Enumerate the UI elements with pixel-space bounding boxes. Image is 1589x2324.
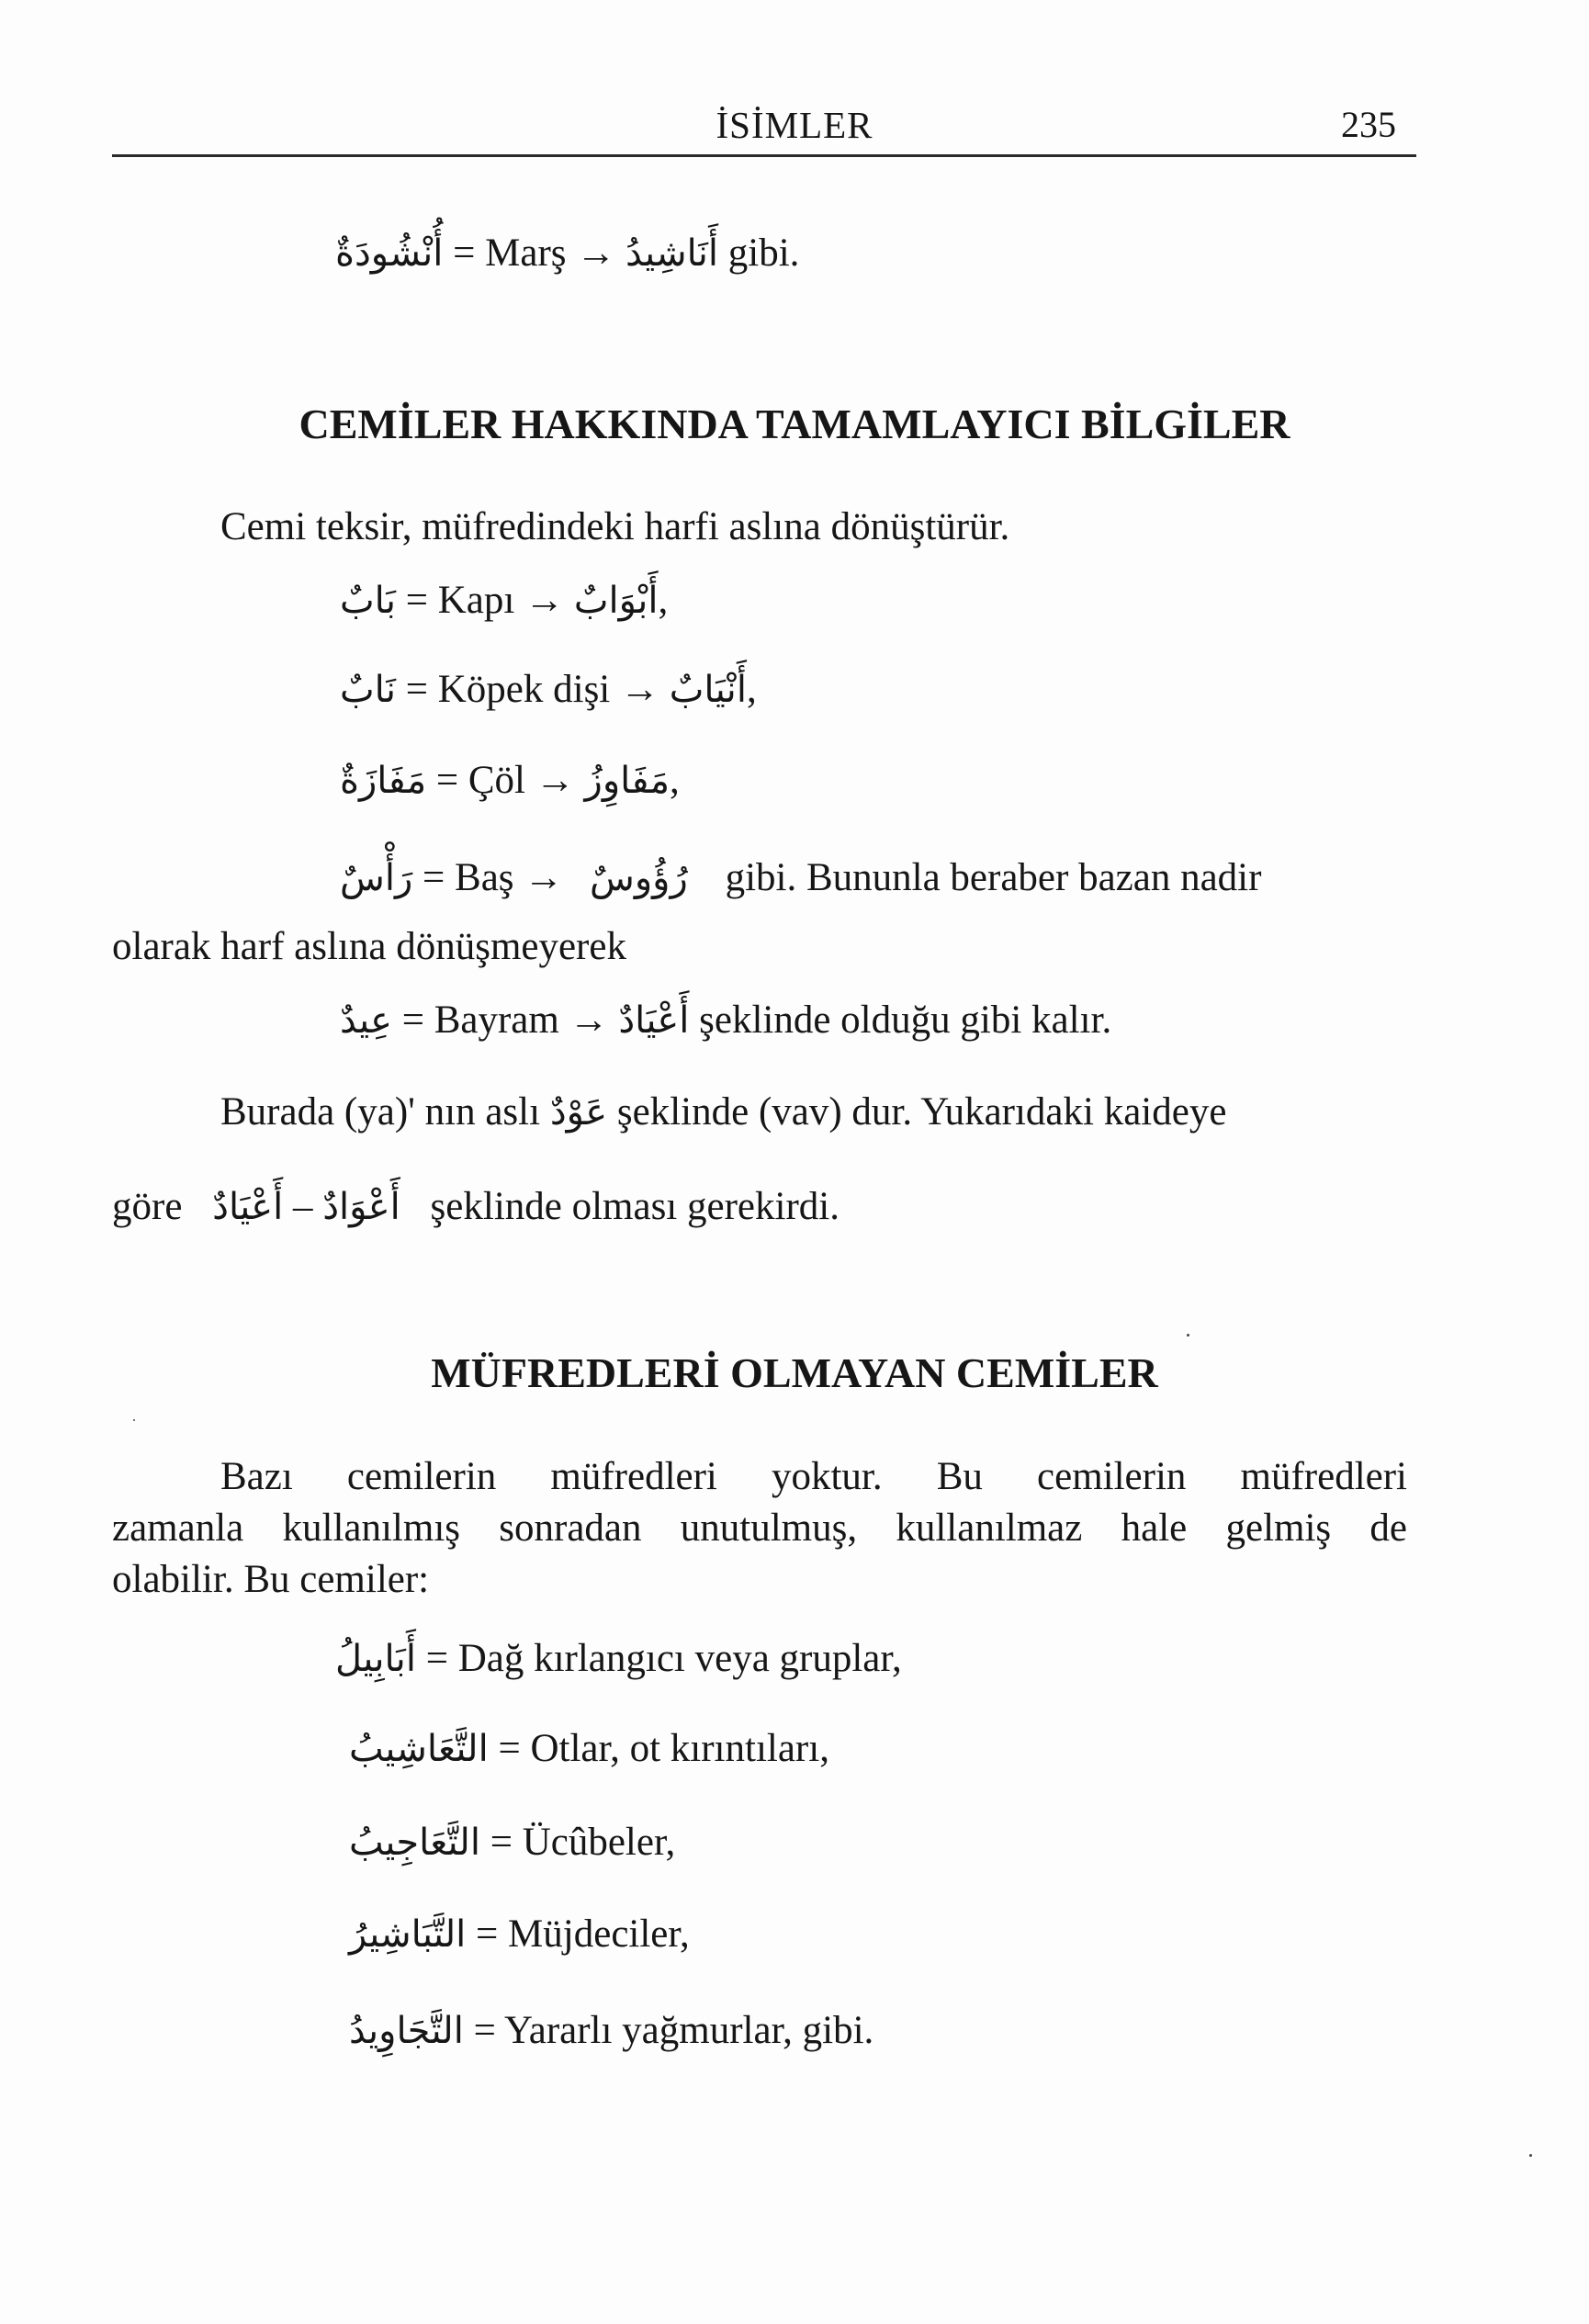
example-line xyxy=(349,2007,873,2055)
scan-speck xyxy=(133,1419,135,1421)
text-after: şeklinde (vav) dur. Yukarıdaki kaideye xyxy=(616,1090,1227,1134)
arabic-plural: مَفَاوِزُ xyxy=(584,760,670,802)
continuation-text: gibi. Bununla beraber bazan nadir xyxy=(725,856,1262,899)
meaning-text: = Köpek dişi → xyxy=(405,668,660,711)
burada-line xyxy=(220,1089,1226,1136)
gore-line xyxy=(112,1183,840,1231)
example-line xyxy=(340,666,757,714)
meaning-text: = Ücûbeler, xyxy=(490,1821,676,1864)
text-after: şeklinde olması gerekirdi. xyxy=(430,1185,840,1228)
suffix-text: gibi. xyxy=(727,231,800,275)
example-line xyxy=(349,1911,690,1958)
arabic-word: مَفَازَةٌ xyxy=(340,760,427,802)
arabic-word: التَّعَاجِيبُ xyxy=(349,1822,480,1864)
page-number: 235 xyxy=(1341,104,1396,145)
text-before: göre xyxy=(112,1185,183,1228)
example-line-bayram xyxy=(340,997,1111,1044)
intro-example-line xyxy=(335,230,799,277)
example-line xyxy=(340,757,680,805)
meaning-text: = Bayram → xyxy=(401,998,609,1042)
arabic-word: نَابٌ xyxy=(340,669,396,711)
suffix-text: , xyxy=(746,668,757,711)
example-line xyxy=(349,1725,829,1773)
scan-speck xyxy=(1187,1334,1189,1337)
explanation-text: şeklinde olduğu gibi kalır. xyxy=(699,998,1112,1042)
paragraph-line: Bazı cemilerin müfredleri yoktur. Bu cemilerin müfredleri xyxy=(220,1455,1407,1498)
arabic-word: بَابٌ xyxy=(340,580,396,622)
example-line xyxy=(340,577,668,625)
arabic-word: أَعْوَادٌ xyxy=(322,1186,400,1228)
paragraph-line: olabilir. Bu cemiler: xyxy=(112,1558,430,1601)
running-header-title: İSİMLER xyxy=(716,104,873,146)
example-line-ras xyxy=(340,854,1261,902)
meaning-text: = Marş → xyxy=(453,231,616,275)
meaning-text: = Müjdeciler, xyxy=(476,1912,690,1956)
arabic-plural: أَنَاشِيدُ xyxy=(625,232,719,275)
arabic-word: رَأْسٌ xyxy=(340,857,413,899)
arabic-word: أَبَابِيلُ xyxy=(335,1638,416,1680)
meaning-text: = Otlar, ot kırıntıları, xyxy=(498,1727,829,1770)
scan-speck xyxy=(1529,2154,1532,2157)
meaning-text: = Çöl → xyxy=(435,759,575,802)
section-heading-1: CEMİLER HAKKINDA TAMAMLAYICI BİLGİLER xyxy=(299,400,1290,447)
paragraph-line: zamanla kullanılmış sonradan unutulmuş, kullanılmaz hale gelmiş de xyxy=(112,1506,1407,1550)
section-heading-2: MÜFREDLERİ OLMAYAN CEMİLER xyxy=(431,1349,1158,1396)
meaning-text: = Kapı → xyxy=(405,579,565,622)
arabic-word: أُنْشُودَةٌ xyxy=(335,232,444,275)
meaning-text: = Yararlı yağmurlar, gibi. xyxy=(473,2009,874,2052)
example-line xyxy=(335,1635,902,1683)
arabic-word: التَّجَاوِيدُ xyxy=(349,2010,464,2052)
continuation-line: olarak harf aslına dönüşmeyerek xyxy=(112,925,626,968)
arabic-plural: أَبْوَابٌ xyxy=(573,580,659,622)
arabic-plural: أَنْيَابٌ xyxy=(669,669,747,711)
header-rule xyxy=(112,154,1416,157)
text-before: Burada (ya)' nın aslı xyxy=(220,1090,541,1134)
dash: – xyxy=(292,1185,313,1228)
suffix-text: , xyxy=(670,759,680,802)
arabic-word: التَّبَاشِيرُ xyxy=(349,1913,467,1956)
suffix-text: , xyxy=(658,579,669,622)
meaning-text: = Baş → xyxy=(423,856,564,899)
arabic-word: أَعْيَادٌ xyxy=(212,1186,284,1228)
arabic-plural: رُؤُوسٌ xyxy=(590,857,688,899)
arabic-word: عِيدٌ xyxy=(340,999,392,1042)
meaning-text: = Dağ kırlangıcı veya gruplar, xyxy=(425,1637,902,1680)
section1-intro: Cemi teksir, müfredindeki harfi aslına dönüştürür. xyxy=(220,505,1010,548)
example-line xyxy=(349,1819,675,1867)
arabic-word: عَوْدٌ xyxy=(549,1091,608,1134)
arabic-plural: أَعْيَادٌ xyxy=(618,999,690,1042)
arabic-word: التَّعَاشِيبُ xyxy=(349,1728,489,1770)
